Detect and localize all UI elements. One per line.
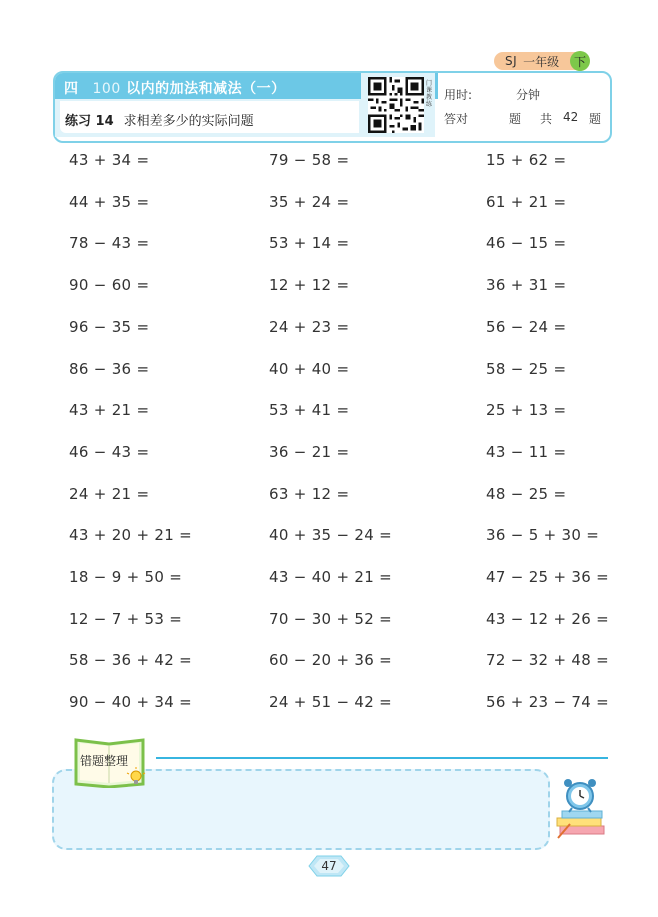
problem-col2-5: 24 + 23 = — [269, 317, 350, 336]
problem-col3-12: 43 − 12 + 26 = — [486, 609, 610, 628]
lesson-title — [65, 110, 254, 129]
problem-col3-9: 48 − 25 = — [486, 484, 567, 503]
problem-col2-2: 35 + 24 = — [269, 192, 350, 211]
problem-col2-3: 53 + 14 = — [269, 234, 350, 253]
lesson-title-text: 求相差多少的实际问题 — [123, 114, 254, 129]
problem-col2-12: 70 − 30 + 52 = — [269, 609, 393, 628]
problem-col1-13: 58 − 36 + 42 = — [69, 651, 193, 670]
total-label: 共 — [540, 112, 553, 126]
problem-col1-4: 90 − 60 = — [69, 276, 150, 295]
problem-col1-1: 43 + 34 = — [69, 151, 150, 169]
problem-col3-11: 47 − 25 + 36 = — [486, 568, 610, 586]
problem-col3-8: 43 − 11 = — [486, 442, 567, 461]
problem-col1-5: 96 − 35 = — [69, 317, 150, 336]
problem-col3-14: 56 + 23 − 74 = — [486, 693, 610, 712]
problem-col2-8: 36 − 21 = — [269, 442, 350, 461]
problem-col2-10: 40 + 35 − 24 = — [269, 526, 393, 545]
problem-col2-1: 79 − 58 = — [269, 151, 350, 169]
problem-col2-11: 43 − 40 + 21 = — [269, 568, 393, 586]
error-section-label: 错题整理 — [80, 754, 129, 768]
problem-col1-2: 44 + 35 = — [69, 192, 150, 211]
problem-col3-7: 25 + 13 = — [486, 401, 567, 420]
problem-col1-7: 43 + 21 = — [69, 401, 150, 420]
unit-title-prefix: 100 — [92, 81, 121, 97]
time-label: 用时: — [444, 88, 473, 102]
alarm-clock-books-icon — [552, 776, 608, 840]
problem-col3-13: 72 − 32 + 48 = — [486, 651, 610, 670]
problem-col2-9: 63 + 12 = — [269, 484, 350, 503]
problem-col3-3: 46 − 15 = — [486, 234, 567, 253]
problem-col3-10: 36 − 5 + 30 = — [486, 526, 600, 545]
score-unit: 题 — [509, 112, 522, 126]
unit-title — [64, 78, 286, 98]
problem-col3-5: 56 − 24 = — [486, 317, 567, 336]
problem-col1-3: 78 − 43 = — [69, 234, 150, 253]
grade-level: 一年级 — [523, 54, 560, 69]
grade-series: SJ — [505, 54, 518, 68]
problem-col1-12: 12 − 7 + 53 = — [69, 609, 183, 628]
unit-title-text: 以内的加法和减法（一） — [126, 81, 286, 97]
grade-badge — [494, 52, 588, 70]
grade-volume: 下 — [570, 51, 590, 71]
problem-col1-14: 90 − 40 + 34 = — [69, 693, 193, 712]
problem-col3-2: 61 + 21 = — [486, 192, 567, 211]
problem-col2-6: 40 + 40 = — [269, 359, 350, 378]
problem-col1-6: 86 − 36 = — [69, 359, 150, 378]
score-label: 答对 — [444, 112, 469, 126]
problem-col3-4: 36 + 31 = — [486, 276, 567, 295]
problem-col1-9: 24 + 21 = — [69, 484, 150, 503]
lesson-number: 练习 14 — [65, 114, 114, 129]
problem-col1-11: 18 − 9 + 50 = — [69, 568, 183, 586]
problem-col2-4: 12 + 12 = — [269, 276, 350, 295]
qr-side-text: 门课教练 — [426, 80, 433, 108]
unit-number: 四 — [64, 81, 79, 97]
total-count: 42 — [563, 110, 579, 124]
problem-col1-10: 43 + 20 + 21 = — [69, 526, 193, 545]
qr-code-icon[interactable] — [368, 77, 424, 133]
error-divider — [156, 757, 608, 759]
problem-col2-14: 24 + 51 − 42 = — [269, 693, 393, 712]
problem-col3-6: 58 − 25 = — [486, 359, 567, 378]
problem-col2-13: 60 − 20 + 36 = — [269, 651, 393, 670]
total-unit: 题 — [589, 112, 602, 126]
page-number: 47 — [321, 859, 337, 873]
problem-col1-8: 46 − 43 = — [69, 442, 150, 461]
problem-col2-7: 53 + 41 = — [269, 401, 350, 420]
time-unit: 分钟 — [516, 88, 541, 102]
problem-col3-1: 15 + 62 = — [486, 151, 567, 169]
